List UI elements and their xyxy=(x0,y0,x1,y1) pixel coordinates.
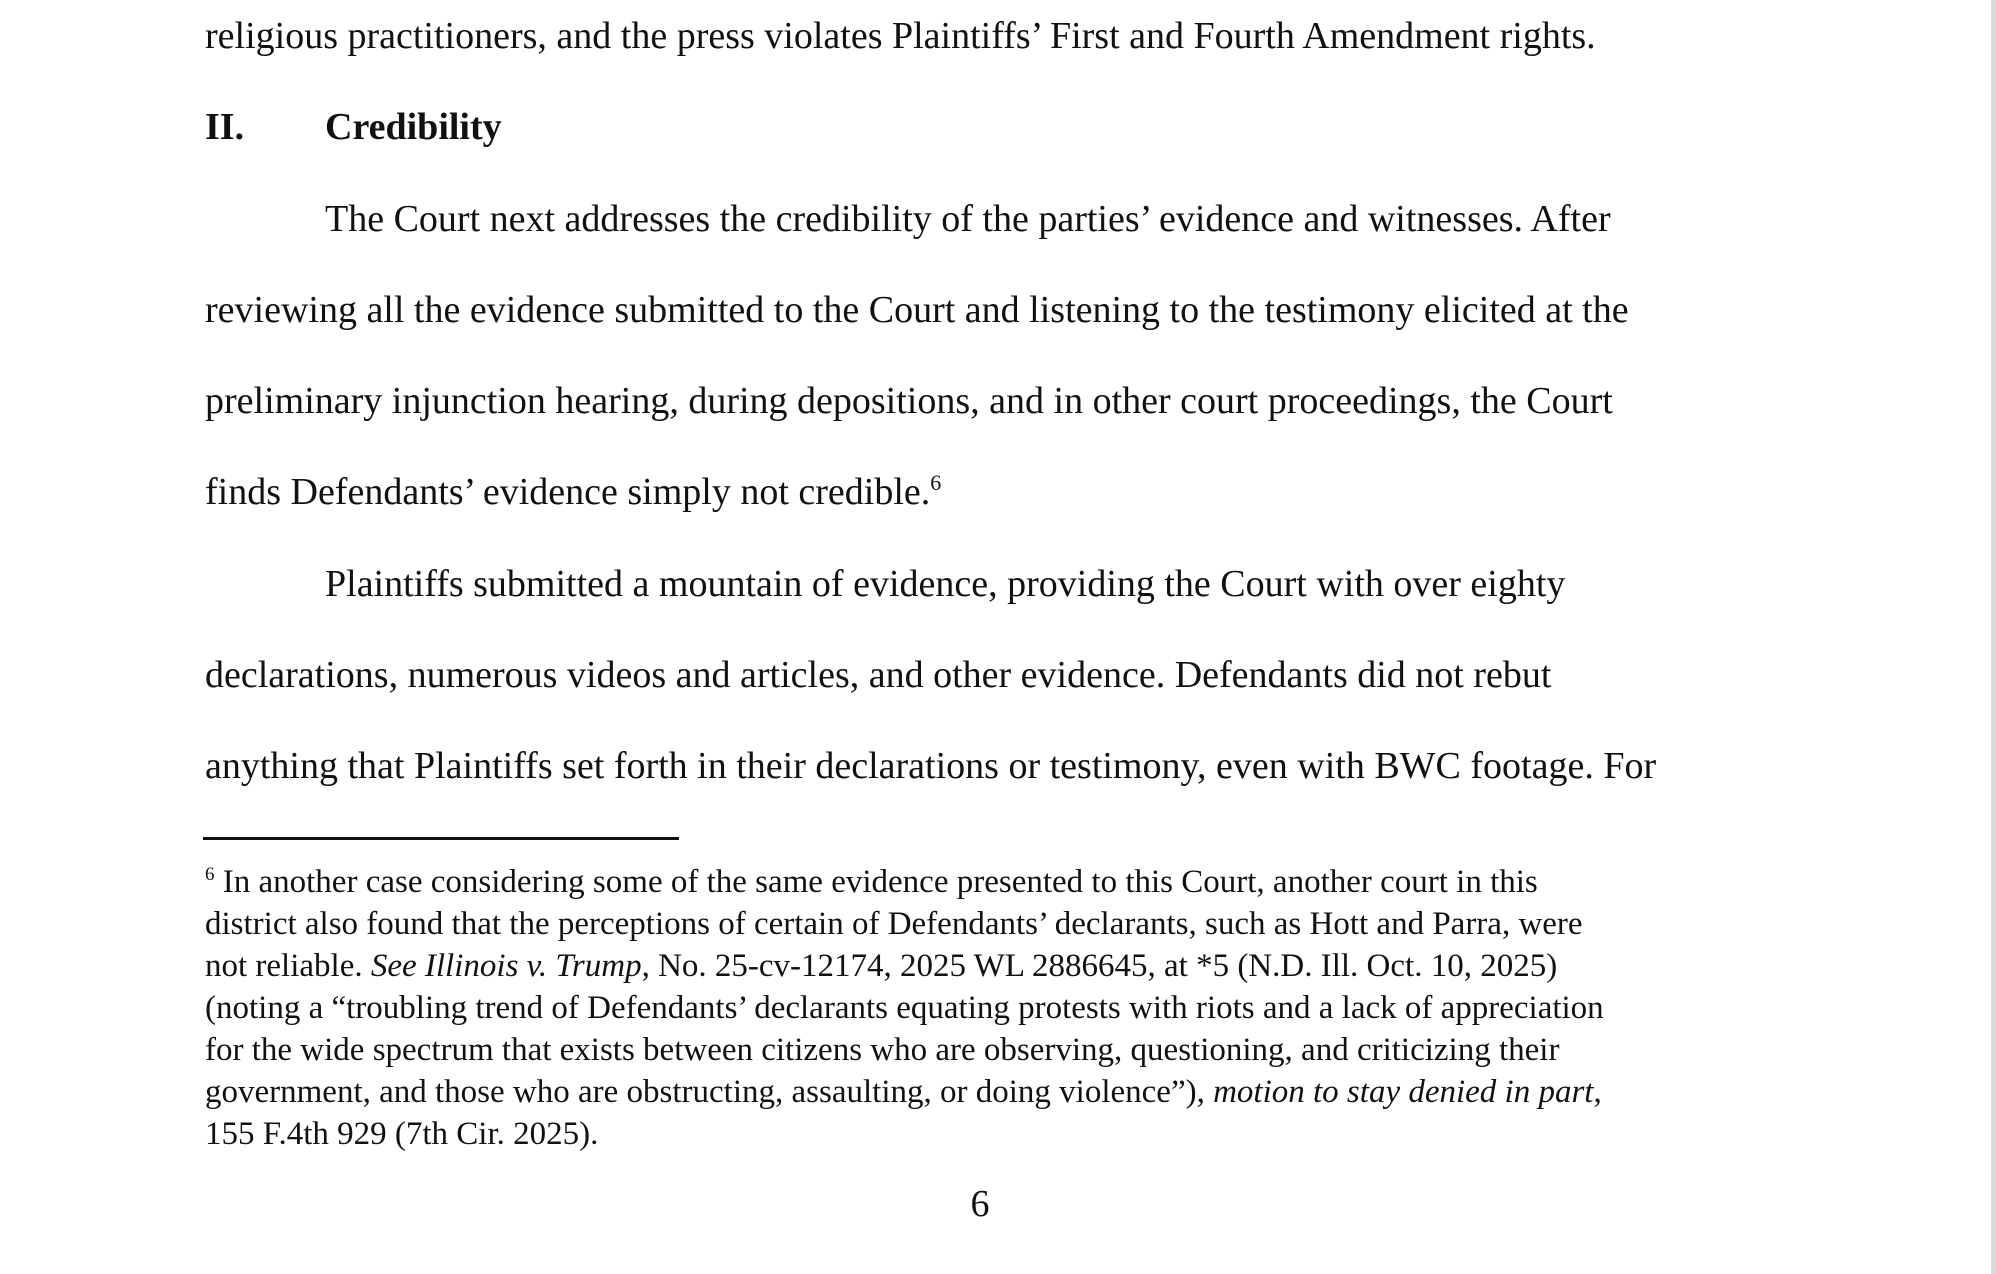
page-number: 6 xyxy=(970,1183,990,1225)
footnote-line-5: for the wide spectrum that exists between citizens who are observing, questioning, and criticizing their xyxy=(205,1032,1560,1068)
section-number: II. xyxy=(205,106,245,148)
footnote-number: 6 xyxy=(205,864,215,885)
paragraph-2-line-2: declarations, numerous videos and articles, and other evidence. Defendants did not rebut xyxy=(205,654,1552,696)
case-citation-illinois-v-trump: See Illinois v. Trump xyxy=(370,948,642,984)
footnote-line-1 xyxy=(205,863,1538,901)
footnote-line-3-post: , No. 25-cv-12174, 2025 WL 2886645, at *5 (N.D. Ill. Oct. 10, 2025) xyxy=(641,948,1558,984)
footnote-reference-6[interactable]: 6 xyxy=(930,470,942,495)
paragraph-1-line-4-text: finds Defendants’ evidence simply not credible. xyxy=(205,471,931,513)
footnote-line-4: (noting a “troubling trend of Defendants’ declarants equating protests with riots and a lack of appreciation xyxy=(205,990,1604,1026)
paragraph-1-line-2: reviewing all the evidence submitted to the Court and listening to the testimony elicited at the xyxy=(205,289,1629,331)
footnote-line-6 xyxy=(205,1073,1602,1111)
body-line-1: religious practitioners, and the press violates Plaintiffs’ First and Fourth Amendment rights. xyxy=(205,15,1596,57)
footnote-line-7: 155 F.4th 929 (7th Cir. 2025). xyxy=(205,1116,599,1152)
footnote-line-6-post: , xyxy=(1593,1074,1602,1110)
footnote-line-2: district also found that the perceptions of certain of Defendants’ declarants, such as Hott and Parra, were xyxy=(205,906,1583,942)
footnote-separator xyxy=(203,837,679,840)
footnote-line-3 xyxy=(205,947,1557,985)
paragraph-1-line-3: preliminary injunction hearing, during depositions, and in other court proceedings, the Court xyxy=(205,380,1613,422)
footnote-line-1-text: In another case considering some of the same evidence presented to this Court, another court in this xyxy=(214,864,1538,900)
paragraph-2-line-3: anything that Plaintiffs set forth in their declarations or testimony, even with BWC footage. For xyxy=(205,745,1657,787)
paragraph-1-line-4 xyxy=(205,470,941,514)
subsequent-history: motion to stay denied in part xyxy=(1213,1074,1594,1110)
paragraph-2-line-1: Plaintiffs submitted a mountain of evidence, providing the Court with over eighty xyxy=(325,563,1566,605)
footnote-line-3-pre: not reliable. xyxy=(205,948,371,984)
footnote-line-6-pre: government, and those who are obstructing, assaulting, or doing violence”), xyxy=(205,1074,1214,1110)
paragraph-1-line-1: The Court next addresses the credibility of the parties’ evidence and witnesses. After xyxy=(325,198,1611,240)
scrollbar[interactable] xyxy=(1991,0,1996,1274)
section-heading: Credibility xyxy=(325,106,502,148)
